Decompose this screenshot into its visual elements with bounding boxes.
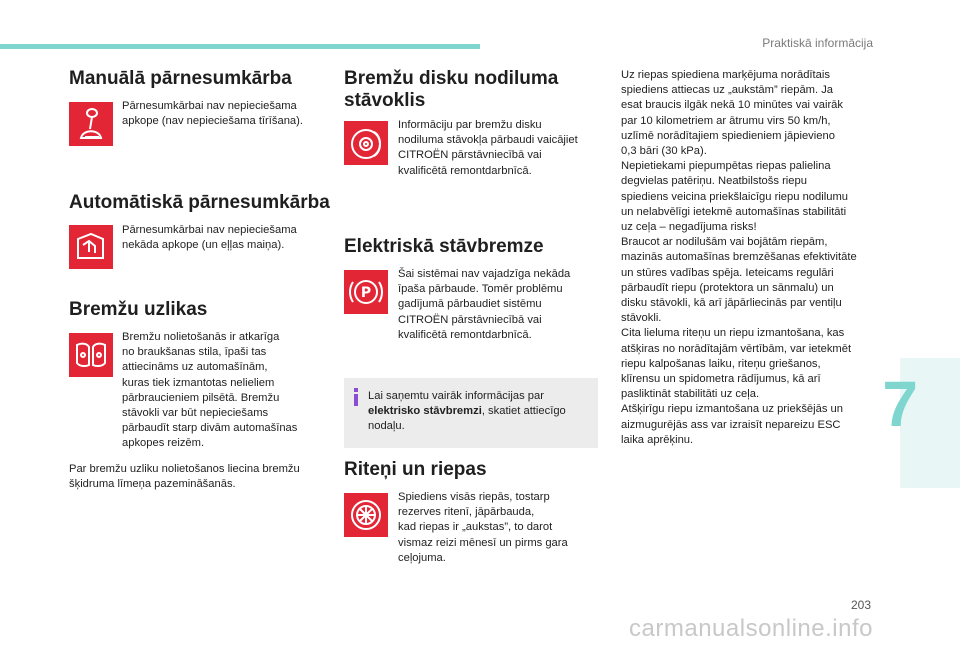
header-accent-bar: [0, 44, 480, 49]
brake-pads-icon: [69, 333, 113, 377]
brake-disc-wear-text: Informāciju par bremžu disku nodiluma stāvokļa pārbaudi vaicājiet CITROËN pārstāvniecībā vai kvalificētā remontdarbnīcā.: [398, 119, 578, 177]
heading-electric-parking-brake: Elektriskā stāvbremze: [344, 236, 544, 257]
page-number: 203: [850, 598, 871, 612]
electric-parking-brake-text: Šai sistēmai nav vajadzīga nekāda īpaša pārbaude. Tomēr problēmu gadījumā pārbaudiet sistēmu CITROËN pārstāvniecībā vai kvalificētā remontdarbnīcā.: [398, 268, 571, 341]
wheels-tyres-text: Spiediens visās riepās, tostarp rezerves ritenī, jāpārbauda, kad riepas ir „aukstas”, to darot vismaz reizi mēnesī un pirms gara ceļojuma.: [398, 491, 568, 564]
info-icon: [352, 388, 360, 406]
tyre-pressure-text: Uz riepas spiediena marķējuma norādītais spiediens attiecas uz „aukstām” riepām. Ja esat braucis ilgāk nekā 10 minūtes vai vairāk par 10 kilometriem ar ātrumu virs 50 km/h, uzlīmē norādītajiem spiedieniem jāpievieno 0,3 bāri (30 kPa). Nepietiekami piepumpētas riepas palielina degvielas patēriņu. Neatbilstošs riepu spiediens veicina priekšlaicīgu riepu nodilumu un nelabvēlīgi ietekmē automašīnas stabilitāti uz ceļa – negadījuma risks! Braucot ar nodilušām vai bojātām riepām, mazinās automašīnas bremzēšanas efektivitāte un stūres vadības spēja. Ieteicams regulāri pārbaudīt riepu (protektora un sānmalu) un disku stāvokli, kā arī jāpārliecinās par ventiļu stāvokli. Cita lieluma riteņu un riepu izmantošana, kas atšķiras no norādītajām vērtībām, var ietekmēt riepu kalpošanas laiku, riteņu griešanos, klīrensu un spidometra rādījumus, kā arī pasliktināt stabilitāti uz ceļa. Atšķirīgu riepu izmantošana uz priekšējās un aizmugurējās ass var izraisīt nepareizu ESC laika aprēķinu.: [621, 69, 857, 446]
heading-brake-disc-wear: Bremžu disku nodiluma stāvoklis: [344, 68, 559, 111]
brake-pads-extra-text: Par bremžu uzliku nolietošanos liecina bremžu šķidruma līmeņa pazemināšanās.: [69, 463, 300, 491]
info-note: [344, 378, 598, 448]
brake-pads-text: Bremžu nolietošanās ir atkarīga no braukšanas stila, īpaši tas attiecināms uz automašīnām, kuras tiek izmantotas nelieliem pārbraucieniem pilsētā. Bremžu stāvokli var būt nepieciešams pārbaudīt starp divām automašīnas apkopes reizēm.: [122, 331, 298, 450]
heading-manual-gearbox: Manuālā pārnesumkārba: [69, 68, 292, 89]
heading-automatic-gearbox: Automātiskā pārnesumkārba: [69, 192, 330, 213]
automatic-gearbox-text: Pārnesumkārbai nav nepieciešama nekāda apkope (un eļļas maiņa).: [122, 224, 297, 252]
wheel-tyre-icon: [344, 493, 388, 537]
running-header: Praktiskā informācija: [762, 36, 873, 50]
automatic-gear-selector-icon: [69, 225, 113, 269]
brake-disc-icon: [344, 121, 388, 165]
parking-brake-icon: [344, 270, 388, 314]
info-note-bold: elektrisko stāvbremzi: [368, 405, 482, 418]
heading-brake-pads: Bremžu uzlikas: [69, 299, 208, 320]
svg-text:P: P: [360, 285, 372, 301]
heading-wheels-tyres: Riteņi un riepas: [344, 459, 487, 480]
info-note-text: Lai saņemtu vairāk informācijas par elektrisko stāvbremzi, skatiet attiecīgo nodaļu.: [368, 390, 566, 433]
watermark: carmanualsonline.info: [629, 615, 873, 642]
chapter-number: 7: [882, 368, 918, 440]
gear-lever-icon: [69, 102, 113, 146]
manual-gearbox-text: Pārnesumkārbai nav nepieciešama apkope (nav nepieciešama tīrīšana).: [122, 100, 303, 128]
